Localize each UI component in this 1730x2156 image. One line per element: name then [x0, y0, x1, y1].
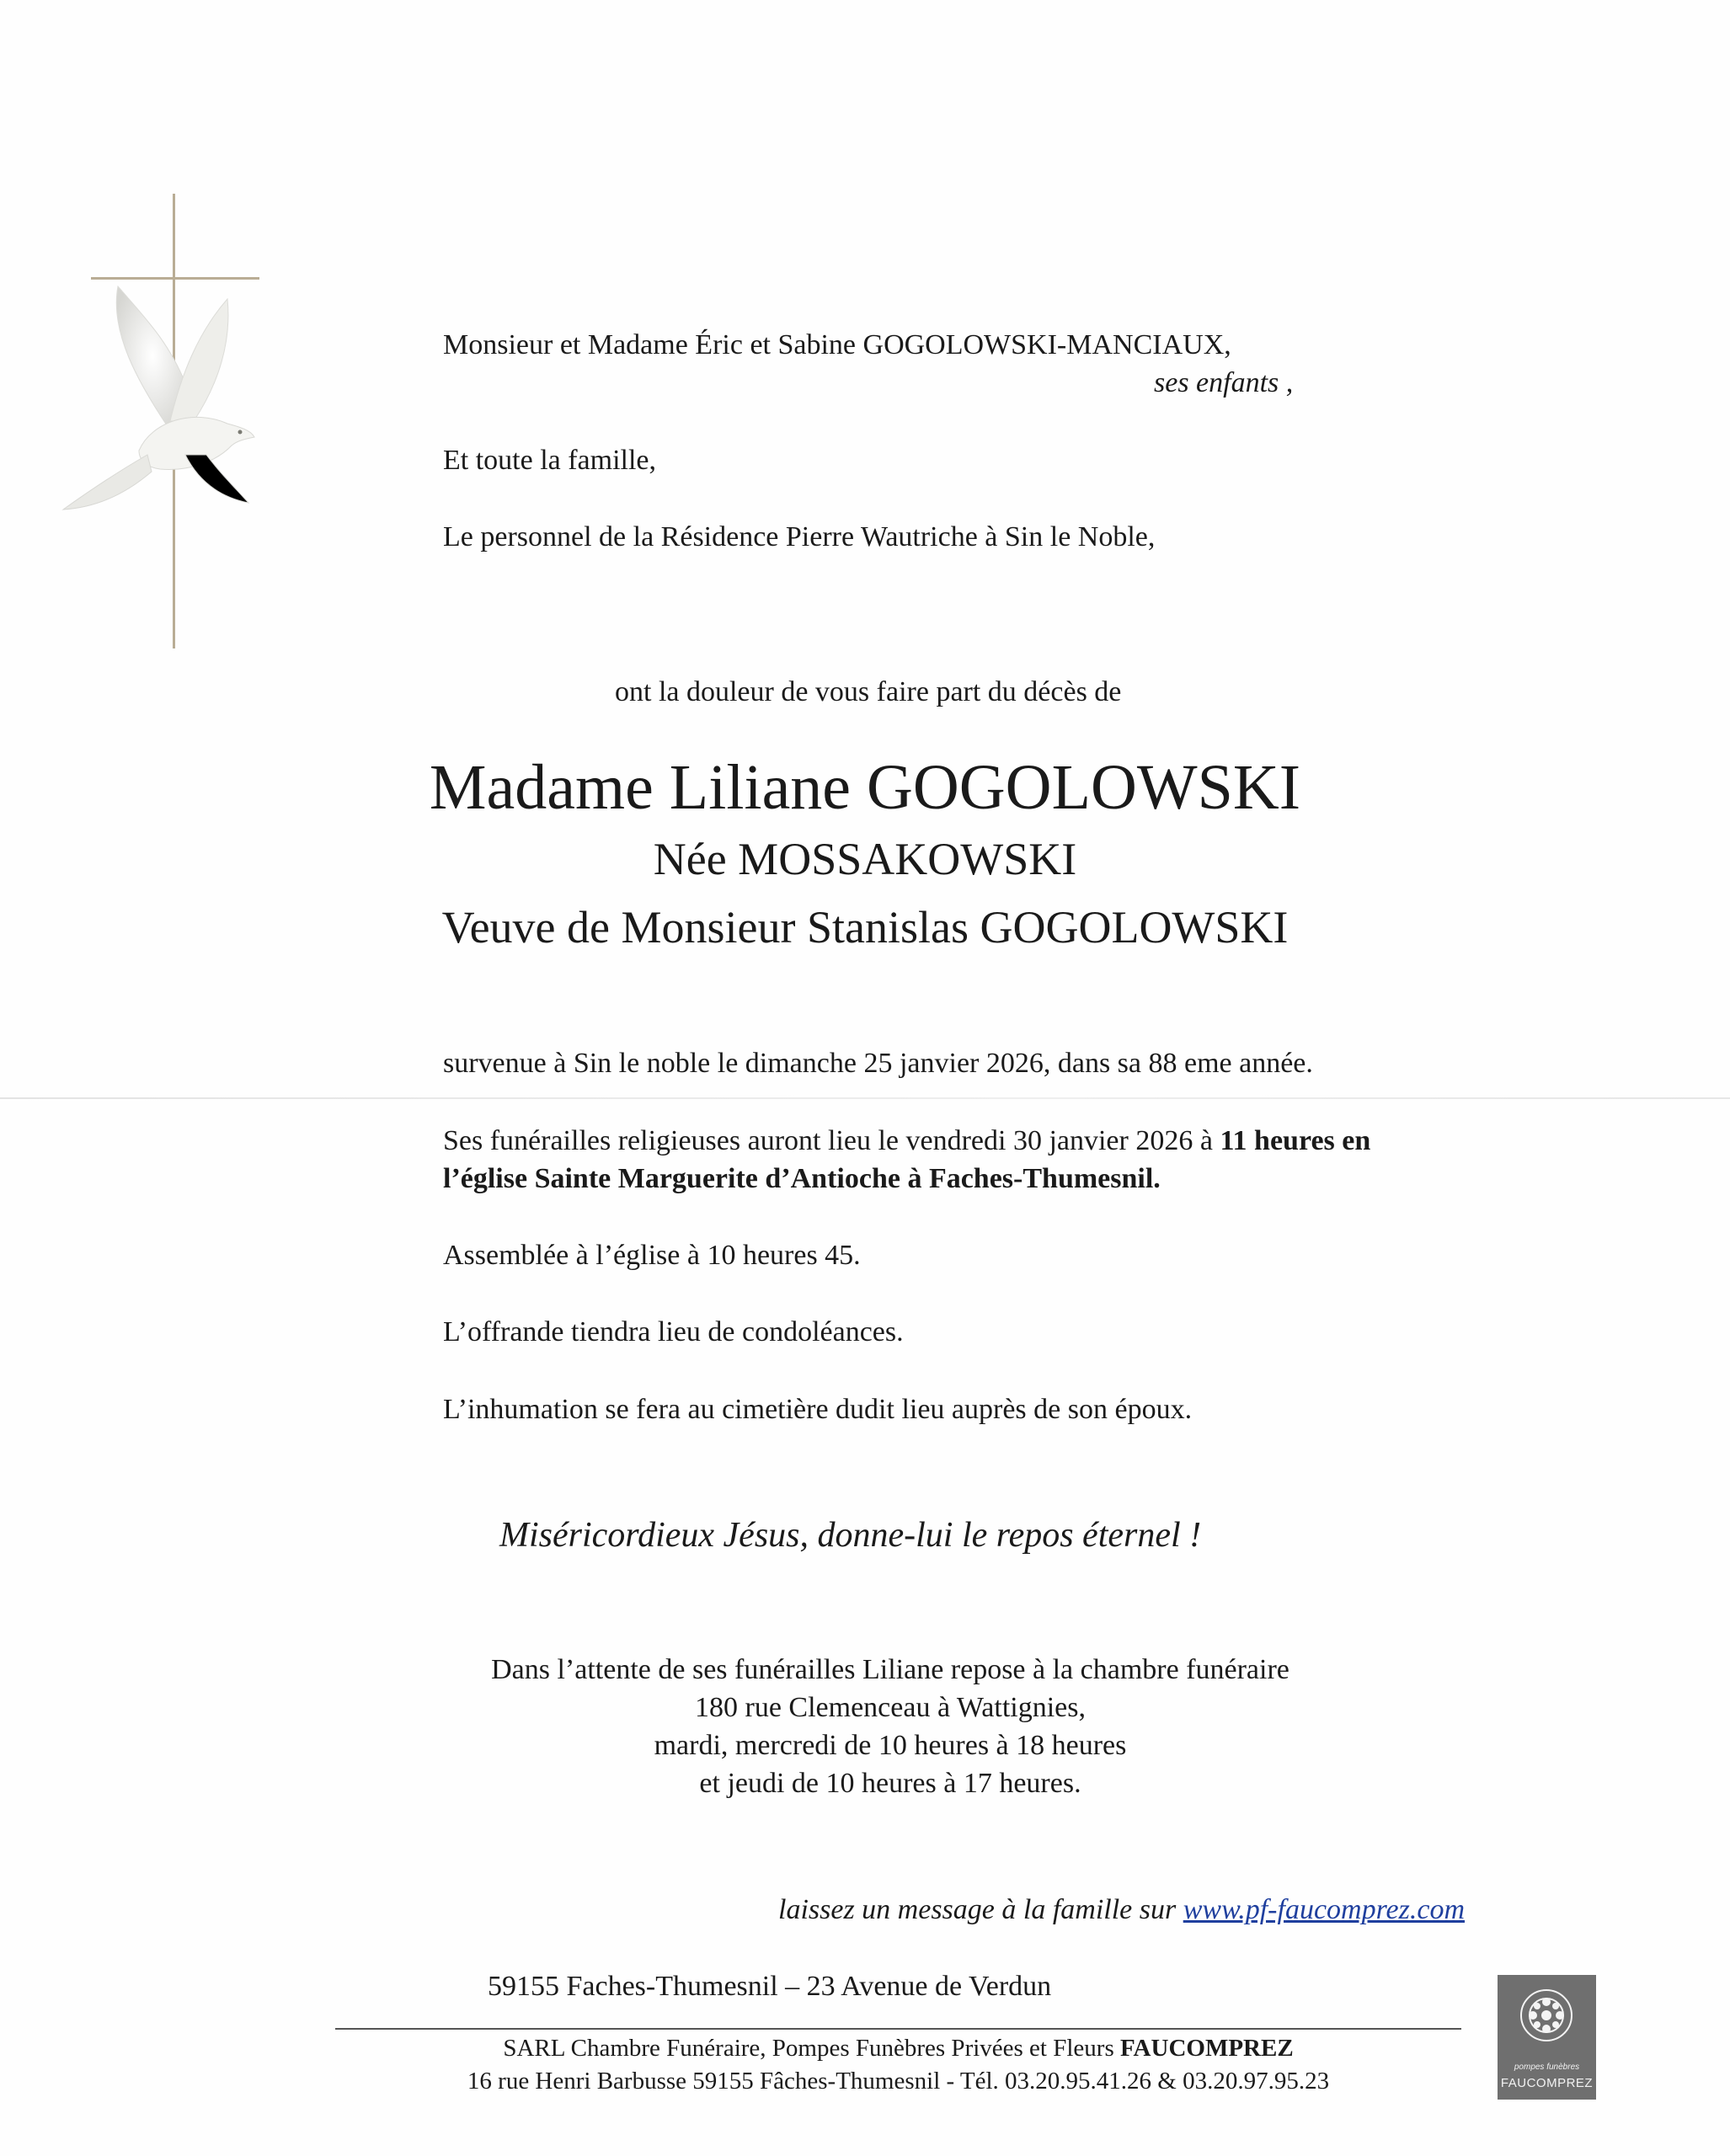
- family-role-children: ses enfants ,: [1154, 367, 1294, 398]
- footer-divider: [335, 2028, 1461, 2030]
- flower-emblem-icon: [1498, 1975, 1596, 2059]
- funeral-church: l’église Sainte Marguerite d’Antioche à Faches-Thumesnil.: [443, 1163, 1161, 1194]
- footer-contact: 16 rue Henri Barbusse 59155 Fâches-Thumesnil - Tél. 03.20.95.41.26 & 03.20.97.95.23: [467, 2068, 1330, 2095]
- prayer-text: Miséricordieux Jésus, donne-lui le repos éternel !: [499, 1516, 1202, 1555]
- dove-icon: [59, 282, 278, 526]
- company-logo: [1498, 1975, 1596, 2100]
- death-details: survenue à Sin le noble le dimanche 25 janvier 2026, dans sa 88 eme année.: [443, 1048, 1313, 1079]
- repose-line-4: et jeudi de 10 heures à 17 heures.: [699, 1768, 1081, 1799]
- footer-company: [335, 2036, 1461, 2061]
- repose-line-2: 180 rue Clemenceau à Wattignies,: [695, 1692, 1086, 1723]
- burial-text: L’inhumation se fera au cimetière dudit lieu auprès de son époux.: [443, 1394, 1193, 1425]
- funeral-line-1: [443, 1127, 1370, 1155]
- family-line-children: Monsieur et Madame Éric et Sabine GOGOLOWSKI-MANCIAUX,: [443, 329, 1231, 360]
- offering-text: L’offrande tiendra lieu de condoléances.: [443, 1316, 904, 1348]
- fold-line: [0, 1097, 1730, 1099]
- assembly-text: Assemblée à l’église à 10 heures 45.: [443, 1240, 861, 1271]
- family-line-staff: Le personnel de la Résidence Pierre Wautriche à Sin le Noble,: [443, 521, 1156, 552]
- logo-name: FAUCOMPREZ: [1500, 2076, 1594, 2090]
- footer-address: 59155 Faches-Thumesnil – 23 Avenue de Verdun: [488, 1971, 1052, 2002]
- footer-company-name: FAUCOMPREZ: [1120, 2035, 1294, 2062]
- logo-tagline: pompes funèbres: [1514, 2063, 1580, 2072]
- deceased-maiden-name: Née MOSSAKOWSKI: [653, 834, 1077, 884]
- deceased-name: Madame Liliane GOGOLOWSKI: [429, 752, 1301, 823]
- message-text: laissez un message à la famille sur: [778, 1894, 1183, 1925]
- announcement-text: ont la douleur de vous faire part du décès de: [615, 676, 1122, 707]
- cross-horizontal-bar: [91, 277, 259, 280]
- repose-line-3: mardi, mercredi de 10 heures à 18 heures: [654, 1730, 1127, 1761]
- message-line: [778, 1896, 1465, 1924]
- funeral-date-text: Ses funérailles religieuses auront lieu le vendredi 30 janvier 2026 à: [443, 1125, 1220, 1156]
- repose-line-1: Dans l’attente de ses funérailles Liliane repose à la chambre funéraire: [491, 1654, 1289, 1685]
- family-line-all: Et toute la famille,: [443, 445, 657, 476]
- footer-company-text: SARL Chambre Funéraire, Pompes Funèbres Privées et Fleurs: [503, 2035, 1120, 2062]
- funeral-time-text: 11 heures en: [1220, 1125, 1371, 1156]
- website-link[interactable]: www.pf-faucomprez.com: [1183, 1894, 1466, 1925]
- deceased-widow-of: Veuve de Monsieur Stanislas GOGOLOWSKI: [441, 902, 1289, 953]
